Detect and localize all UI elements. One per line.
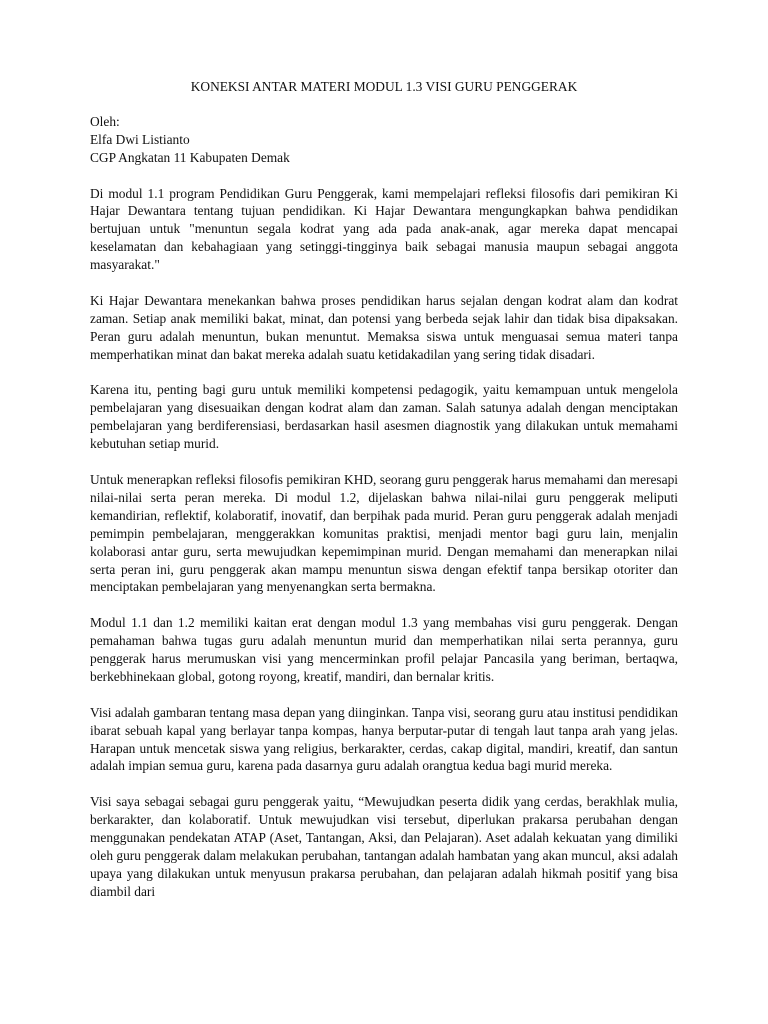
- author-name: Elfa Dwi Listianto: [90, 131, 190, 147]
- paragraph-6: Visi adalah gambaran tentang masa depan yang diinginkan. Tanpa visi, seorang guru atau institusi pendidikan ibarat sebuah kapal yang berlayar tanpa kompas, hanya berputar-putar di tengah laut tanpa arah yang jelas. Harapan untuk mencetak siswa yang religius, berkarakter, cerdas, cakap digital, mandiri, kreatif, dan santun adalah impian semua guru, karena pada dasarnya guru adalah orangtua kedua bagi murid mereka.: [90, 704, 678, 774]
- document-title: KONEKSI ANTAR MATERI MODUL 1.3 VISI GURU PENGGERAK: [190, 79, 578, 94]
- paragraph-1: Di modul 1.1 program Pendidikan Guru Penggerak, kami mempelajari refleksi filosofis dari pemikiran Ki Hajar Dewantara tentang tujuan pendidikan. Ki Hajar Dewantara mengungkapkan bahwa pendidikan bertujuan untuk "menuntun segala kodrat yang ada pada anak-anak, agar mereka dapat mencapai keselamatan dan kebahagiaan yang setinggi-tingginya baik sebagai manusia maupun sebagai anggota masyarakat.": [90, 185, 678, 273]
- paragraph-7: Visi saya sebagai sebagai guru penggerak yaitu, “Mewujudkan peserta didik yang cerdas, berakhlak mulia, berkarakter, dan kolaboratif. Untuk mewujudkan visi tersebut, diperlukan prakarsa perubahan dengan menggunakan pendekatan ATAP (Aset, Tantangan, Aksi, dan Pelajaran). Aset adalah kekuatan yang dimiliki oleh guru penggerak dalam melakukan perubahan, tantangan adalah hambatan yang akan muncul, aksi adalah upaya yang dilakukan untuk menyusun prakarsa perubahan, dan pelajaran adalah hikmah positif yang bisa diambil dari: [90, 794, 678, 899]
- paragraph-5: Modul 1.1 dan 1.2 memiliki kaitan erat dengan modul 1.3 yang membahas visi guru penggerak. Dengan pemahaman bahwa tugas guru adalah menuntun murid dan memperhatikan nilai serta perannya, guru penggerak harus merumuskan visi yang mencerminkan profil pelajar Pancasila yang beriman, bertaqwa, berkebhinekaan global, gotong royong, kreatif, mandiri, dan bernalar kritis.: [90, 615, 678, 684]
- author-label: Oleh:: [90, 113, 120, 129]
- paragraph-3: Karena itu, penting bagi guru untuk memiliki kompetensi pedagogik, yaitu kemampuan untuk mengelola pembelajaran yang disesuaikan dengan kodrat alam dan zaman. Salah satunya adalah dengan menciptakan pembelajaran yang berdiferensiasi, berdasarkan hasil asesmen diagnostik yang dilakukan untuk memahami kebutuhan setiap murid.: [90, 382, 678, 452]
- author-block: [90, 113, 678, 167]
- document-page: [90, 78, 678, 919]
- paragraph-2: Ki Hajar Dewantara menekankan bahwa proses pendidikan harus sejalan dengan kodrat alam dan kodrat zaman. Setiap anak memiliki bakat, minat, dan potensi yang berbeda sejak lahir dan tidak bisa dipaksakan. Peran guru adalah menuntun, bukan menuntut. Memaksa siswa untuk menguasai semua materi tanpa memperhatikan minat dan bakat mereka adalah suatu ketidakadilan yang sering tidak disadari.: [90, 292, 678, 362]
- paragraph-4: Untuk menerapkan refleksi filosofis pemikiran KHD, seorang guru penggerak harus memahami dan meresapi nilai-nilai serta peran mereka. Di modul 1.2, dijelaskan bahwa nilai-nilai guru penggerak meliputi kemandirian, reflektif, kolaboratif, inovatif, dan berpihak pada murid. Peran guru penggerak adalah menjadi pemimpin pembelajaran, menggerakkan komunitas praktisi, menjadi mentor bagi guru lain, menjalin kolaborasi antar guru, serta mewujudkan kepemimpinan murid. Dengan memahami dan menerapkan nilai serta peran ini, guru penggerak akan mampu menuntun siswa dengan efektif tanpa bersikap otoriter dan menciptakan pembelajaran yang menyenangkan serta bermakna.: [90, 471, 678, 595]
- author-affiliation: CGP Angkatan 11 Kabupaten Demak: [90, 149, 290, 165]
